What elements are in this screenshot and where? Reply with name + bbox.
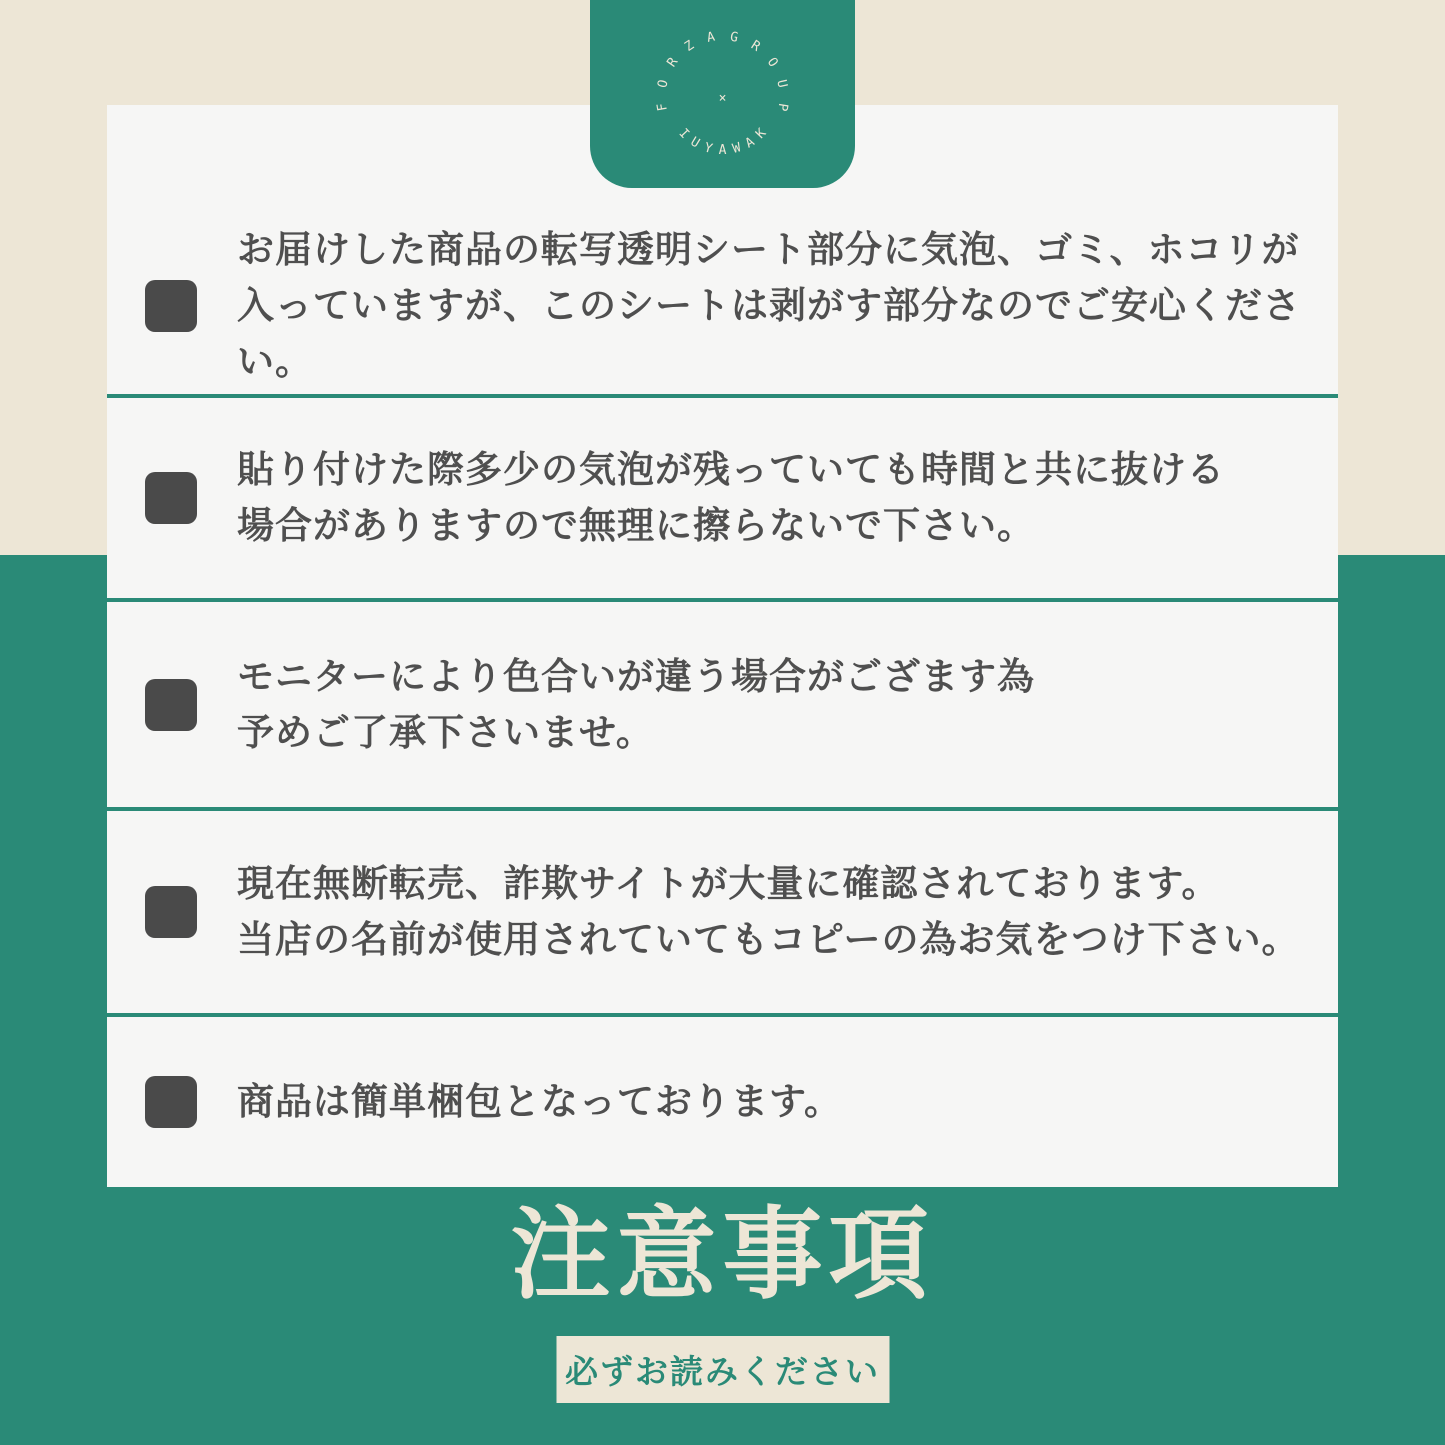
notice-text (237, 649, 1035, 761)
notice-line: 貼り付けた際多少の気泡が残っていても時間と共に抜ける (237, 448, 1225, 491)
notice-line: 場合がありますので無理に擦らないで下さい。 (237, 504, 1035, 547)
checkbox-icon (145, 472, 197, 524)
must-read-label: 必ずお読みください (556, 1336, 889, 1403)
notice-item-5 (107, 1017, 1338, 1187)
notice-item-4 (107, 811, 1338, 1013)
notice-line: 現在無断転売、詐欺サイトが大量に確認されております。 (237, 862, 1220, 905)
notice-line: 予めご了承下さいませ。 (237, 710, 654, 754)
notice-line: 入っていますが、このシートは剥がす部分なのでご安心ください。 (237, 283, 1301, 383)
brand-badge (590, 0, 855, 188)
checkbox-icon (145, 1076, 197, 1128)
brand-badge-circular-logo (590, 0, 855, 188)
notice-line: 商品は簡単梱包となっております。 (237, 1080, 843, 1123)
notice-text (237, 856, 1300, 968)
notice-line: 当店の名前が使用されていてもコピーの為お気をつけ下さい。 (237, 918, 1300, 961)
notice-line: お届けした商品の転写透明シート部分に気泡、ゴミ、ホコリが (237, 227, 1300, 271)
checkbox-icon (145, 886, 197, 938)
badge-x-symbol: × (718, 91, 727, 106)
notice-text (237, 1074, 842, 1130)
page-title: 注意事項 (510, 1196, 935, 1313)
badge-arc-top-text: FORZAGROUP (654, 29, 791, 113)
checkbox-icon (145, 280, 197, 332)
notices-panel (107, 105, 1338, 1187)
checkbox-icon (145, 679, 197, 731)
svg-text:IUYAWAK (676, 126, 770, 158)
notice-text (237, 442, 1225, 554)
notice-line: モニターにより色合いが違う場合がござます為 (237, 654, 1035, 698)
notice-item-3 (107, 602, 1338, 807)
notice-text (237, 222, 1338, 390)
badge-arc-bottom-text: IUYAWAK (675, 125, 770, 159)
notice-item-2 (107, 398, 1338, 598)
